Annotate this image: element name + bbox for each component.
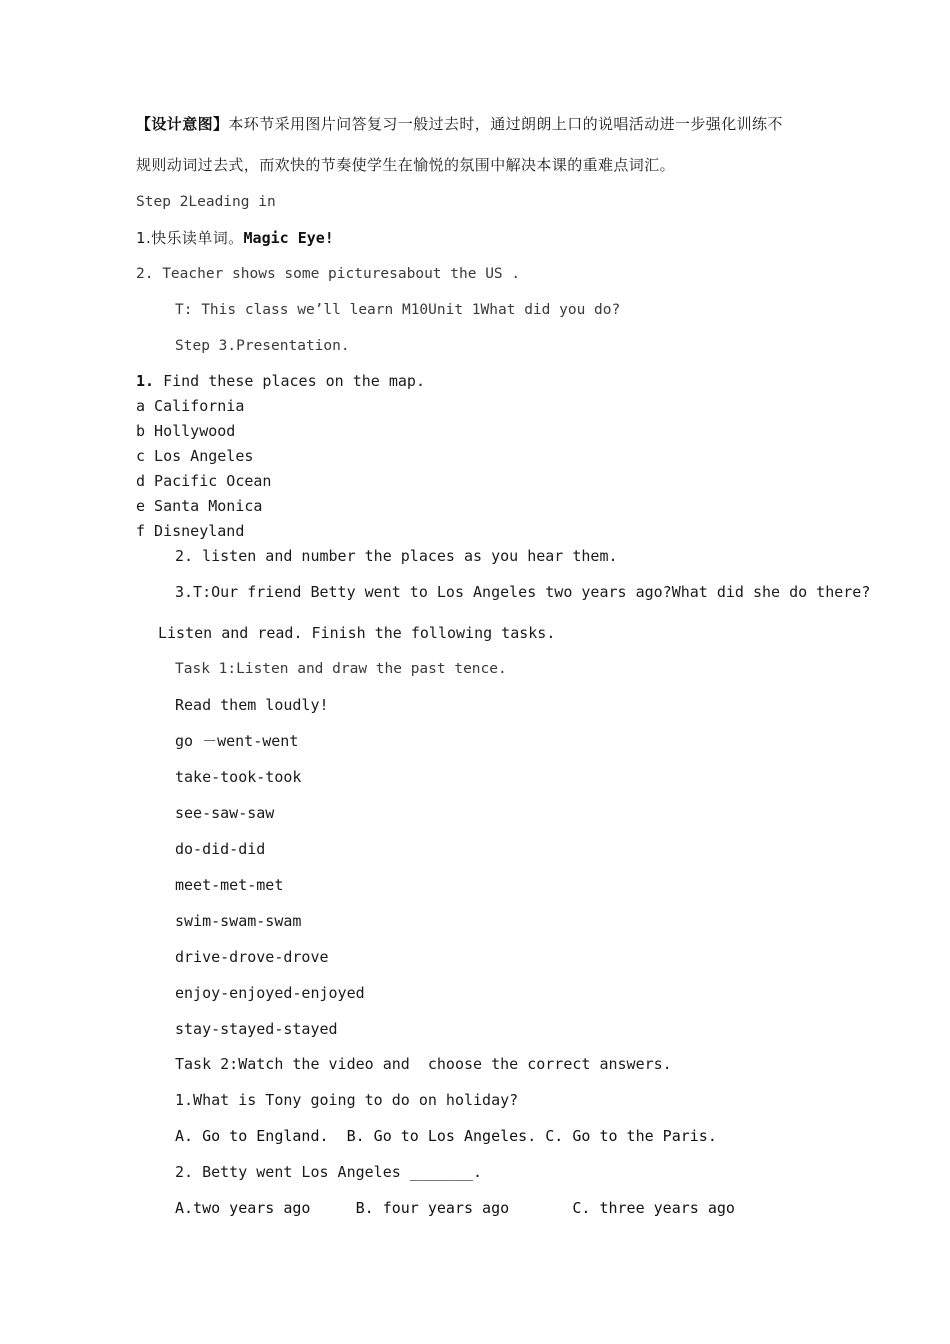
step2-heading: Step 2Leading in [136,194,276,210]
task-2-question-1-options: A. Go to England. B. Go to Los Angeles. C. Go to the Paris. [175,1127,717,1145]
verb-form-item: do-did-did [175,840,266,858]
place-item: e Santa Monica [136,497,263,515]
read-loudly: Read them loudly! [175,696,329,714]
verb-form-item: go －went-went [175,732,299,750]
task-2-heading: Task 2:Watch the video and choose the correct answers. [175,1055,672,1073]
design-intent-line-2: 规则动词过去式，而欢快的节奏使学生在愉悦的氛围中解决本课的重难点词汇。 [136,156,676,174]
design-intent-line-1 [136,114,783,134]
verb-form-item: take-took-took [175,768,302,786]
step2-item-1-prefix: 1.快乐读单词。 [136,229,244,247]
verb-form-item: swim-swam-swam [175,912,302,930]
question-1-number: 1. [136,372,155,390]
place-item: c Los Angeles [136,447,254,465]
verb-form-item: stay-stayed-stayed [175,1020,338,1038]
verb-form-item: see-saw-saw [175,804,275,822]
place-item: b Hollywood [136,422,236,440]
step3-question-2: 2. listen and number the places as you hear them. [175,547,618,565]
task-1-heading: Task 1:Listen and draw the past tence. [175,661,507,677]
design-intent-label: 【设计意图】 [136,115,229,133]
task-2-question-1: 1.What is Tony going to do on holiday? [175,1091,519,1109]
listen-and-read: Listen and read. Finish the following tasks. [158,624,556,642]
step2-item-1 [136,228,334,248]
task-2-question-2: 2. Betty went Los Angeles _______. [175,1163,483,1181]
step3-question-1 [136,371,425,391]
teacher-line: T: This class we’ll learn M10Unit 1What did you do? [175,302,621,318]
magic-eye-label: Magic Eye! [243,229,334,247]
verb-form-item: meet-met-met [175,876,284,894]
step2-item-2: 2. Teacher shows some picturesabout the US . [136,266,521,282]
step3-question-3: 3.T:Our friend Betty went to Los Angeles two years ago?What did she do there? [175,583,871,601]
verb-form-item: enjoy-enjoyed-enjoyed [175,984,365,1002]
place-item: d Pacific Ocean [136,472,272,490]
design-intent-text-1: 本环节采用图片问答复习一般过去时，通过朗朗上口的说唱活动进一步强化训练不 [228,115,783,133]
place-item: f Disneyland [136,522,245,540]
step3-heading: Step 3.Presentation. [175,338,350,354]
question-1-text: Find these places on the map. [154,372,425,390]
place-item: a California [136,397,245,415]
verb-form-item: drive-drove-drove [175,948,329,966]
task-2-question-2-options: A.two years ago B. four years ago C. three years ago [175,1199,735,1217]
